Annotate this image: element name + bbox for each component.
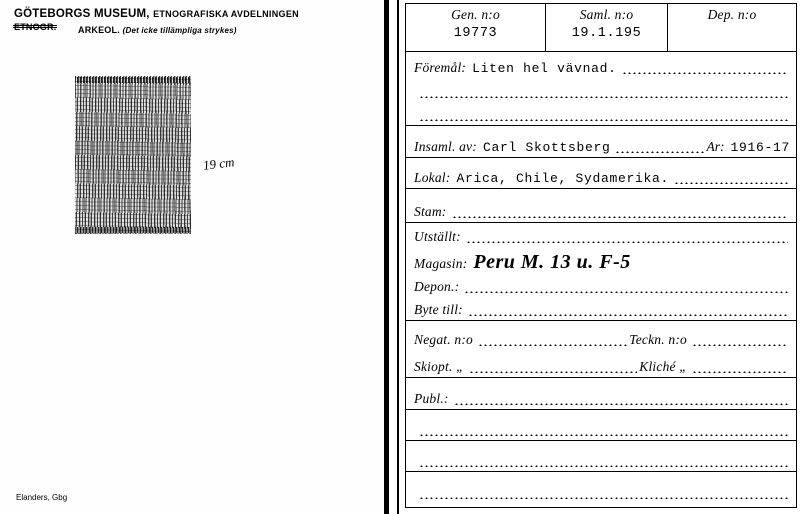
form-frame	[405, 3, 797, 508]
department-label: ARKEOL.	[78, 25, 120, 35]
row-skiopt-kliche	[406, 350, 796, 378]
dotted-leader	[615, 150, 704, 153]
publ-label: Publ.:	[414, 391, 449, 406]
gen-no-value: 19773	[453, 26, 498, 41]
year-label: Ar:	[706, 139, 725, 154]
header-cell-dep-no	[668, 4, 796, 51]
row-byte-till	[406, 297, 796, 321]
museum-title	[14, 8, 299, 20]
row-blank-3	[406, 472, 796, 503]
dotted-leader	[466, 240, 788, 243]
department-selection	[78, 25, 237, 35]
row-stam	[406, 189, 796, 223]
left-card	[0, 0, 384, 514]
struck-department-label: ETNOGR.	[14, 22, 57, 32]
dotted-leader	[419, 496, 788, 499]
dep-no-label: Dep. n:o	[707, 7, 757, 22]
kliche-label: Kliché „	[639, 359, 687, 374]
utstallt-label: Utställt:	[414, 229, 461, 244]
depon-label: Depon.:	[414, 279, 460, 294]
insaml-av-value: Carl Skottsberg	[482, 140, 611, 155]
form-header-row	[406, 4, 796, 52]
form-rows	[406, 52, 796, 507]
row-utstallt	[406, 223, 796, 247]
row-blank-2	[406, 441, 796, 472]
dotted-leader	[692, 343, 788, 346]
textile-top-fringe	[77, 77, 189, 83]
saml-no-label: Saml. n:o	[579, 7, 634, 22]
dotted-leader	[478, 343, 627, 346]
magasin-value: Peru M. 13 u. F-5	[473, 251, 631, 273]
magasin-label: Magasin:	[414, 256, 468, 271]
row-negat-teckn	[406, 321, 796, 350]
specimen-photo	[75, 76, 191, 234]
dotted-leader	[468, 313, 788, 316]
header-cell-saml-no	[546, 4, 668, 51]
row-foremal	[406, 52, 796, 78]
card-fold-bar-outer	[384, 0, 389, 514]
department-note: (Det icke tillämpliga strykes)	[122, 26, 237, 35]
dotted-leader	[419, 118, 788, 121]
dotted-leader	[469, 370, 637, 373]
struck-department-line	[14, 22, 56, 32]
lokal-label: Lokal:	[414, 170, 451, 185]
museum-department: ETNOGRAFISKA AVDELNINGEN	[153, 9, 299, 19]
year-value: 1916-17	[730, 140, 790, 155]
dotted-leader	[464, 290, 788, 293]
negat-no-label: Negat. n:o	[414, 332, 473, 347]
foremal-value: Liten hel vävnad.	[472, 61, 617, 76]
insaml-av-label: Insaml. av:	[414, 139, 477, 154]
stam-label: Stam:	[414, 204, 447, 219]
teckn-no-label: Teckn. n:o	[629, 332, 687, 347]
museum-name: GÖTEBORGS MUSEUM,	[14, 8, 150, 20]
dotted-leader	[419, 433, 788, 436]
row-foremal-cont-1	[406, 78, 796, 102]
right-card	[399, 0, 800, 514]
dotted-leader	[622, 71, 788, 74]
header-cell-gen-no	[406, 4, 546, 51]
textile-bottom-fringe	[77, 227, 189, 233]
skiopt-label: Skiopt. „	[414, 359, 464, 374]
row-publ	[406, 378, 796, 410]
textile-weave-image	[75, 76, 191, 234]
byte-till-label: Byte till:	[414, 302, 463, 317]
printer-imprint: Elanders, Gbg	[16, 493, 68, 502]
row-blank-1	[406, 410, 796, 441]
year-group	[706, 139, 790, 157]
row-magasin	[406, 247, 796, 274]
row-foremal-cont-2	[406, 102, 796, 126]
row-insaml-av	[406, 126, 796, 158]
row-depon	[406, 274, 796, 297]
row-lokal	[406, 158, 796, 189]
foremal-label: Föremål:	[414, 60, 467, 75]
dotted-leader	[454, 402, 788, 405]
dotted-leader	[692, 370, 788, 373]
saml-no-value: 19.1.195	[571, 26, 642, 41]
dotted-leader	[452, 215, 789, 218]
scale-annotation: 19 cm	[202, 154, 236, 173]
lokal-value: Arica, Chile, Sydamerika.	[456, 171, 669, 186]
dotted-leader	[419, 95, 788, 98]
dotted-leader	[674, 181, 788, 184]
gen-no-label: Gen. n:o	[451, 7, 500, 22]
dotted-leader	[419, 464, 788, 467]
